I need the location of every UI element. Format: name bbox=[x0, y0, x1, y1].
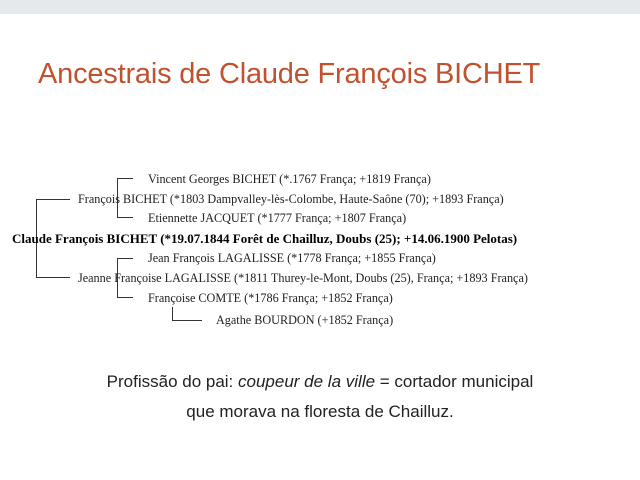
caption-term: coupeur de la ville bbox=[238, 372, 376, 391]
connector-line bbox=[172, 320, 202, 321]
person-maternal-grandmother: Françoise COMTE (*1786 França; +1852 França) bbox=[148, 291, 393, 305]
person-mother: Jeanne Françoise LAGALISSE (*1811 Thurey-le-Mont, Doubs (25), França; +1893 França) bbox=[78, 271, 528, 285]
caption-line-2: que morava na floresta de Chailluz. bbox=[186, 402, 454, 421]
caption-line-1 bbox=[0, 372, 640, 392]
connector-line bbox=[36, 199, 70, 200]
connector-line bbox=[117, 297, 133, 298]
person-maternal-grandfather: Jean François LAGALISSE (*1778 França; +1855 França) bbox=[148, 251, 436, 265]
connector-line bbox=[117, 258, 133, 259]
caption-prefix: Profissão do pai: bbox=[106, 372, 239, 391]
person-father: François BICHET (*1803 Dampvalley-lès-Colombe, Haute-Saône (70); +1893 França) bbox=[78, 192, 504, 206]
slide-title: Ancestrais de Claude François BICHET bbox=[38, 58, 541, 90]
connector-line bbox=[117, 217, 133, 218]
person-subject: Claude François BICHET (*19.07.1844 Forêt de Chailluz, Doubs (25); +14.06.1900 Pelotas) bbox=[12, 231, 518, 246]
caption-suffix: = cortador municipal bbox=[375, 372, 534, 391]
connector-line bbox=[172, 307, 173, 321]
person-paternal-grandfather: Vincent Georges BICHET (*.1767 França; +1819 França) bbox=[148, 172, 431, 186]
connector-line bbox=[117, 178, 133, 179]
connector-line bbox=[36, 277, 70, 278]
person-great-grandmother: Agathe BOURDON (+1852 França) bbox=[216, 313, 394, 327]
person-paternal-grandmother: Etiennette JACQUET (*1777 França; +1807 França) bbox=[148, 211, 407, 225]
